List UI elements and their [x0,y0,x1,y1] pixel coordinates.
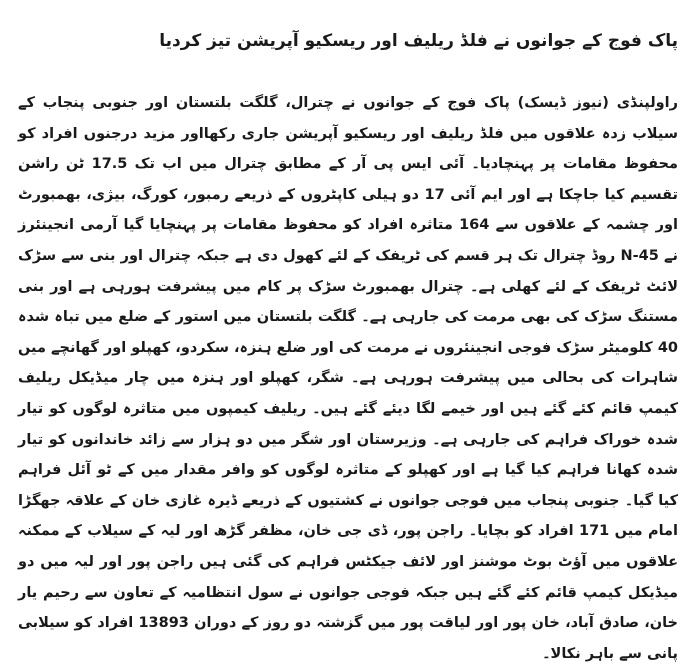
article-body: راولپنڈی (نیوز ڈیسک) پاک فوج کے جوانوں نے چترال، گلگت بلتستان اور جنوبی پنجاب کے سیلاب زدہ علاقوں میں فلڈ ریلیف اور ریسکیو آپریشن جاری رکھااور مزید درجنوں افراد کو محفوظ مقامات پر پہنچادیا۔ آئی ایس پی آر کے مطابق چترال میں اب تک 17.5 ٹن راشن تقسیم کیا جاچکا ہے اور ایم آئی 17 دو ہیلی کاپٹروں کے ذریعے رمبور، کورگ، بیژی، بھمبورٹ اور چشمہ کے علاقوں سے 164 متاثرہ افراد کو محفوظ مقامات پر پہنچایا گیا آرمی انجینئرز نے N-45 روڈ چترال تک ہر قسم کی ٹریفک کے لئے کھول دی ہے جبکہ چترال اور بنی سے سڑک لائٹ ٹریفک کے لئے کھلی ہے۔ چترال بھمبورٹ سڑک پر کام میں پیشرفت ہورہی ہے اور بنی مستنگ سڑک کی بھی مرمت کی جارہی ہے۔ گلگت بلتستان میں استور کے ضلع میں تباہ شدہ 40 کلومیٹر سڑک فوجی انجینئروں نے مرمت کی اور ضلع ہنزہ، سکردو، کھپلو اور گھانچے میں شاہرات کی بحالی میں پیشرفت ہورہی ہے۔ شگر، کھپلو اور ہنزہ میں چار میڈیکل ریلیف کیمپ قائم کئے گئے ہیں اور خیمے لگا دیئے گئے ہیں۔ ریلیف کیمپوں میں متاثرہ لوگوں کو تیار شدہ خوراک فراہم کی جارہی ہے۔ وزیرستان اور شگر میں دو ہزار سے زائد خاندانوں کو تیار شدہ کھانا فراہم کیا گیا ہے اور کھپلو کے متاثرہ لوگوں کو وافر مقدار میں کے ٹو آئل فراہم کیا گیا۔ جنوبی پنجاب میں فوجی جوانوں نے کشتیوں کے ذریعے ڈیرہ غازی خان کے علاقہ جھگڑا امام میں 171 افراد کو بچایا۔ راجن پور، ڈی جی خان، مظفر گڑھ اور لیہ کے سیلاب کے ممکنہ علاقوں میں آؤٹ بوٹ موشنز اور لائف جیکٹس فراہم کی گئی ہیں راجن پور اور لیہ میں دو میڈیکل کیمپ قائم کئے گئے ہیں جبکہ فوجی جوانوں نے سول انتظامیہ کے تعاون سے رحیم یار خان، صادق آباد، خان پور اور لیاقت پور میں گزشتہ دو روز کے دوران 13893 افراد کو سیلابی پانی سے باہر نکالا۔ [18,95,678,662]
news-article [18,0,678,662]
article-headline: پاک فوج کے جوانوں نے فلڈ ریلیف اور ریسکیو آپریشن تیز کردیا [159,31,678,51]
